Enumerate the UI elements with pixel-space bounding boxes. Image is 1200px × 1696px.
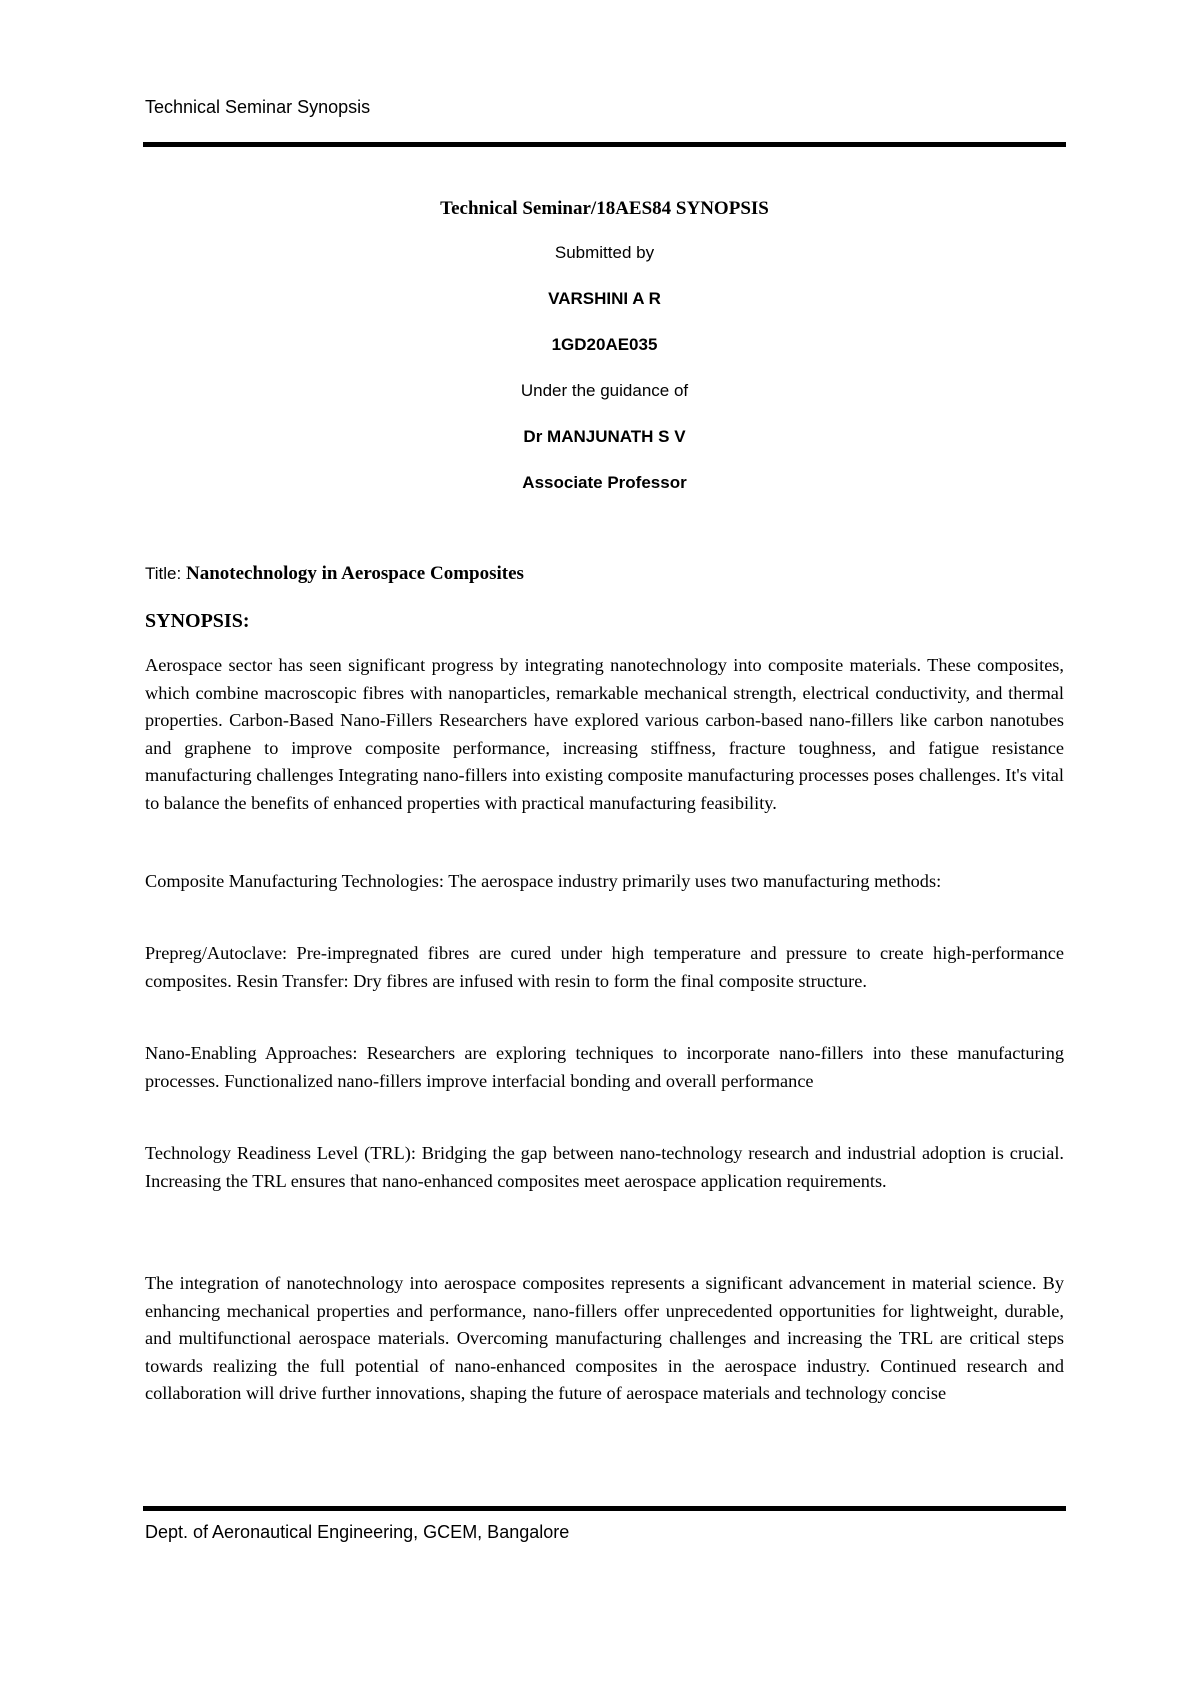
- guide-name: Dr MANJUNATH S V: [523, 427, 686, 446]
- title-value: Nanotechnology in Aerospace Composites: [185, 563, 524, 584]
- synopsis-paragraph: Composite Manufacturing Technologies: The aerospace industry primarily uses two manufacturing methods:: [145, 871, 942, 891]
- header-rule: [143, 142, 1066, 147]
- synopsis-paragraph: The integration of nanotechnology into aerospace composites represents a significant advancement in material science. By enhancing mechanical properties and performance, nano-fillers offer unprecedented opportunities for lightweight, durable, and multifunctional aerospace materials. Overcoming manufacturing challenges and increasing the TRL are critical steps towards realizing the full potential of nano-enhanced composites in the aerospace industry. Continued research and collaboration will drive further innovations, shaping the future of aerospace materials and technology concise: [145, 1273, 1064, 1403]
- submitted-by-label: Submitted by: [554, 243, 655, 262]
- running-footer: Dept. of Aeronautical Engineering, GCEM, Bangalore: [145, 1522, 570, 1542]
- title-label: Title:: [145, 564, 182, 583]
- synopsis-title: Technical Seminar/18AES84 SYNOPSIS: [440, 198, 769, 219]
- synopsis-paragraph: Technology Readiness Level (TRL): Bridging the gap between nano-technology research and industrial adoption is crucial. Increasing the TRL ensures that nano-enhanced composites meet aerospace application requirements.: [145, 1143, 1064, 1191]
- running-header: Technical Seminar Synopsis: [145, 97, 371, 117]
- synopsis-paragraph: Nano-Enabling Approaches: Researchers are exploring techniques to incorporate nano-fillers into these manufacturing processes. Functionalized nano-fillers improve interfacial bonding and overall performance: [145, 1043, 1064, 1091]
- synopsis-heading: SYNOPSIS:: [145, 610, 250, 632]
- footer-rule: [143, 1506, 1066, 1511]
- guidance-label: Under the guidance of: [520, 381, 689, 400]
- synopsis-paragraph: Prepreg/Autoclave: Pre-impregnated fibres are cured under high temperature and pressure to create high-performance composites. Resin Transfer: Dry fibres are infused with resin to form the final composite structure.: [145, 943, 1064, 991]
- student-name: VARSHINI A R: [548, 289, 661, 308]
- student-usn: 1GD20AE035: [551, 335, 658, 354]
- title-line: [145, 563, 524, 585]
- synopsis-paragraph: Aerospace sector has seen significant progress by integrating nanotechnology into composite materials. These composites, which combine macroscopic fibres with nanoparticles, remarkable mechanical strength, electrical conductivity, and thermal properties. Carbon-Based Nano-Fillers Researchers have explored various carbon-based nano-fillers like carbon nanotubes and graphene to improve composite performance, increasing stiffness, fracture toughness, and fatigue resistance manufacturing challenges Integrating nano-fillers into existing composite manufacturing processes poses challenges. It's vital to balance the benefits of enhanced properties with practical manufacturing feasibility.: [145, 655, 1064, 813]
- guide-designation: Associate Professor: [522, 473, 687, 492]
